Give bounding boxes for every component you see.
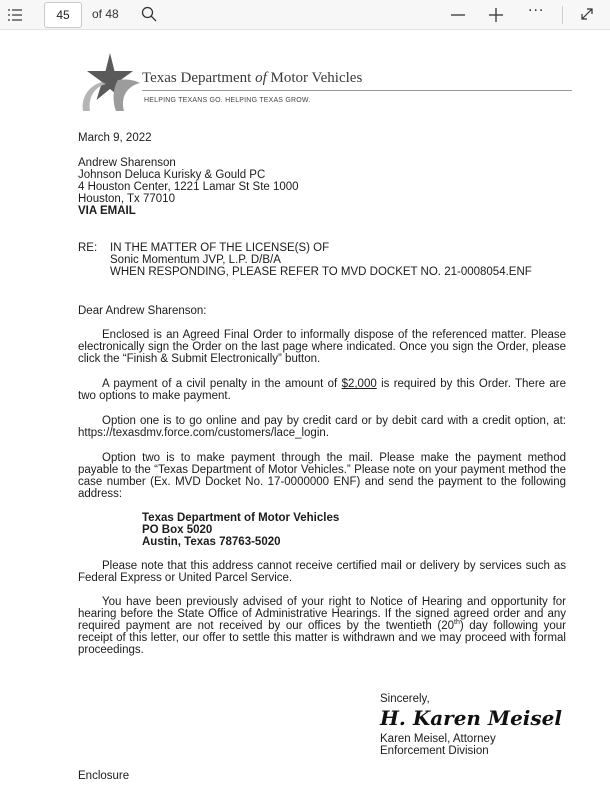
- page-total-label: of 48: [92, 7, 119, 21]
- re-line-2: Sonic Momentum JVP, L.P. D/B/A: [110, 254, 281, 266]
- toolbar-divider: [562, 6, 563, 24]
- salutation: Dear Andrew Sharenson:: [78, 305, 207, 317]
- paragraph-option-two: Option two is to make payment through the mail. Please make the payment method payable to the “Texas Department of Motor Vehicles.” Please note on your payment method the case number (Ex. MVD Docket No. 17-0000000 ENF) and send the payment to the following address:: [78, 452, 566, 500]
- paragraph-address-note: Please note that this address cannot receive certified mail or delivery by services such as Federal Express or United Parcel Service.: [78, 560, 566, 584]
- mailing-address-line-2: PO Box 5020: [142, 524, 213, 536]
- expand-icon[interactable]: [578, 5, 596, 23]
- letterhead-rule: [142, 90, 572, 91]
- document-page: [0, 30, 610, 791]
- handwritten-signature: H. Karen Meisel: [380, 706, 562, 730]
- re-label: RE:: [78, 242, 98, 254]
- organization-name: Texas Department of Motor Vehicles: [142, 70, 363, 86]
- paragraph-hearing-notice: You have been previously advised of your right to Notice of Hearing and opportunity for hearing before the State Office of Administrative Hearings. If the signed agreed order and any required payment are not received by our offices by the twentieth (20th) day following your receipt of this letter, our offer to settle this matter is withdrawn and we may proceed with formal proceedings.: [78, 596, 566, 656]
- paragraph-civil-penalty: A payment of a civil penalty in the amount of $2,000 is required by this Order. There are two options to make payment.: [78, 378, 566, 402]
- recipient-city: Houston, Tx 77010: [78, 193, 175, 205]
- page-number-input[interactable]: 45: [44, 2, 82, 28]
- mailing-address-line-1: Texas Department of Motor Vehicles: [142, 512, 340, 524]
- zoom-out-icon[interactable]: [448, 5, 468, 25]
- re-line-3: WHEN RESPONDING, PLEASE REFER TO MVD DOCKET NO. 21-0008054.ENF: [110, 266, 532, 278]
- re-line-1: IN THE MATTER OF THE LICENSE(S) OF: [110, 242, 330, 254]
- pdf-toolbar: [0, 0, 610, 30]
- enclosure-note: Enclosure: [78, 770, 130, 782]
- organization-tagline: HELPING TEXANS GO. HELPING TEXAS GROW.: [144, 97, 311, 104]
- closing: Sincerely,: [380, 693, 430, 705]
- paragraph-enclosed-order: Enclosed is an Agreed Final Order to informally dispose of the referenced matter. Please electronically sign the Order on the last page where indicated. Once you sign the Order, please click the “Finish & Submit Electronically” button.: [78, 329, 566, 365]
- delivery-method: VIA EMAIL: [78, 205, 136, 217]
- table-of-contents-icon[interactable]: [6, 6, 24, 24]
- recipient-street: 4 Houston Center, 1221 Lamar St Ste 1000: [78, 181, 299, 193]
- recipient-firm: Johnson Deluca Kurisky & Gould PC: [78, 169, 266, 181]
- txdmv-star-logo-icon: [80, 53, 140, 113]
- more-options-button[interactable]: ···: [528, 3, 545, 19]
- mailing-address-line-3: Austin, Texas 78763-5020: [142, 536, 281, 548]
- signer-division: Enforcement Division: [380, 745, 489, 757]
- zoom-in-icon[interactable]: [486, 5, 506, 25]
- signer-name: Karen Meisel, Attorney: [380, 733, 496, 745]
- search-icon[interactable]: [140, 5, 158, 23]
- penalty-amount: $2,000: [341, 378, 377, 390]
- letter-date: March 9, 2022: [78, 132, 152, 144]
- paragraph-option-one: Option one is to go online and pay by credit card or by debit card with a credit option, at: https://texasdmv.force.com/customers/lace_login.: [78, 415, 566, 439]
- recipient-name: Andrew Sharenson: [78, 157, 176, 169]
